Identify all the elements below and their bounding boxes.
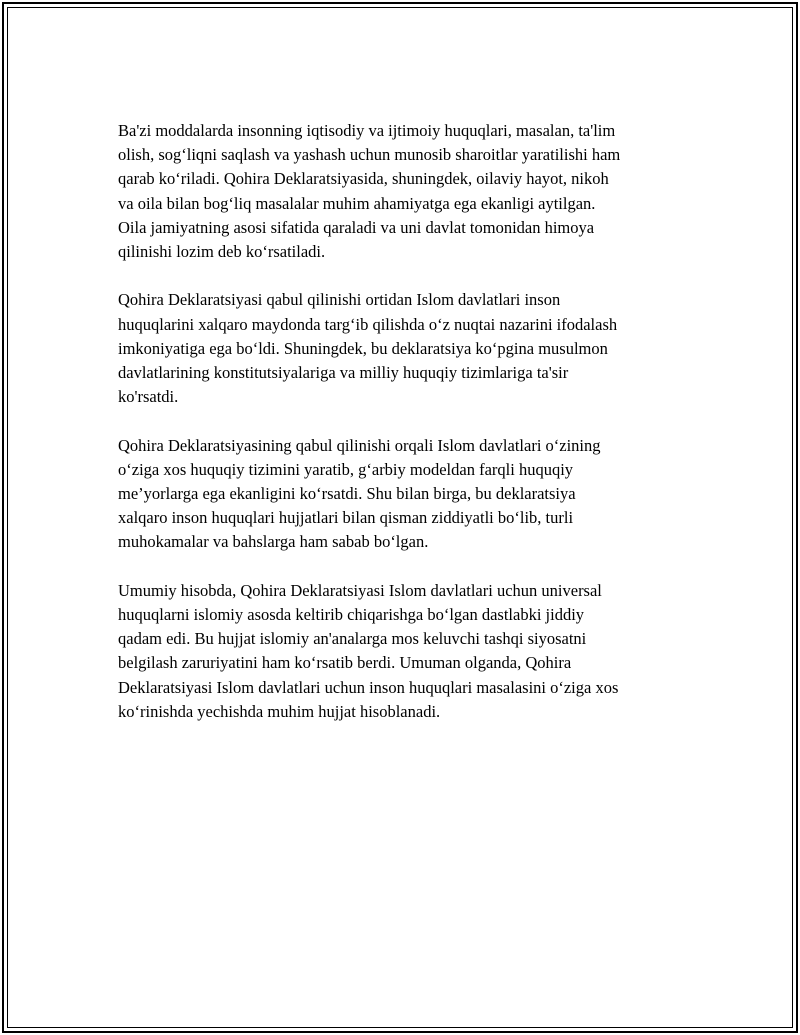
paragraph-2: Qohira Deklaratsiyasi qabul qilinishi ortidan Islom davlatlari inson huquqlarini xalqaro maydonda targ‘ib qilishda o‘z nuqtai nazarini ifodalash imkoniyatiga ega bo‘ldi. Shuningdek, bu deklaratsiya ko‘pgina musulmon davlatlarining konstitutsiyalariga va milliy huquqiy tizimlariga ta'sir ko'rsatdi. bbox=[118, 290, 618, 407]
paragraph-1: Ba'zi moddalarda insonning iqtisodiy va ijtimoiy huquqlari, masalan, ta'lim olish, sog‘liqni saqlash va yashash uchun munosib sharoitlar yaratilishi ham qarab ko‘riladi. Qohira Deklaratsiyasida, shuningdek, oilaviy hayot, nikoh va oila bilan bog‘liq masalalar muhim ahamiyatga ega ekanligi aytilgan. Oila jamiyatning asosi sifatida qaraladi va uni davlat tomonidan himoya qilinishi lozim deb ko‘rsatiladi. bbox=[118, 121, 621, 262]
paragraph-4: Umumiy hisobda, Qohira Deklaratsiyasi Islom davlatlari uchun universal huquqlarni islomiy asosda keltirib chiqarishga bo‘lgan dastlabki jiddiy qadam edi. Bu hujjat islomiy an'analarga mos keluvchi tashqi siyosatni belgilash zaruriyatini ham ko‘rsatib berdi. Umuman olganda, Qohira Deklaratsiyasi Islom davlatlari uchun inson huquqlari masalasini o‘ziga xos ko‘rinishda yechishda muhim hujjat hisoblanadi. bbox=[118, 580, 619, 721]
document-body bbox=[118, 119, 688, 748]
paragraph-3: Qohira Deklaratsiyasining qabul qilinishi orqali Islom davlatlari o‘zining o‘ziga xos huquqiy tizimini yaratib, g‘arbiy modeldan farqli huquqiy me’yorlarga ega ekanligini ko‘rsatdi. Shu bilan birga, bu deklaratsiya xalqaro inson huquqlari hujjatlari bilan qisman ziddiyatli bo‘lib, turli muhokamalar va bahslarga ham sabab bo‘lgan. bbox=[118, 435, 601, 552]
